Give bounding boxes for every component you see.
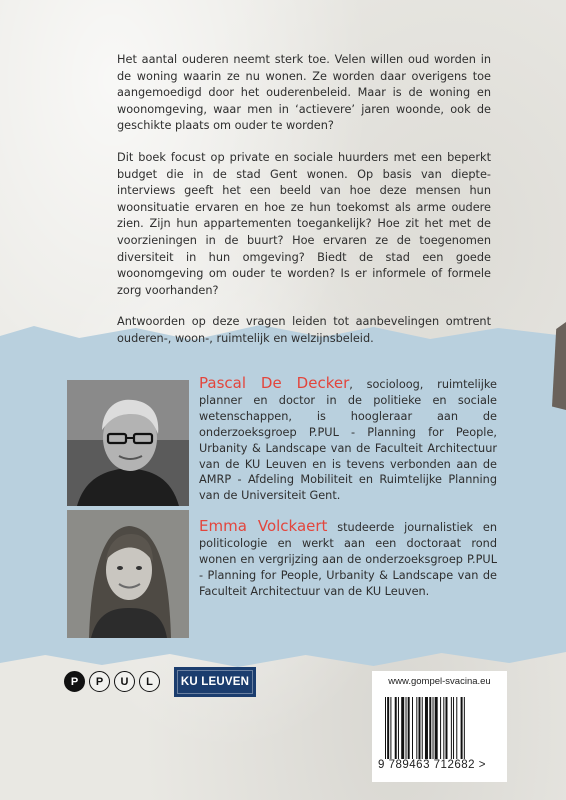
barcode-bar: [440, 697, 441, 759]
intro-paragraph-3: Antwoorden op deze vragen leiden tot aanbevelingen omtrent ouderen-, woon-, ruimtelijk en welzijnsbeleid.: [117, 315, 491, 345]
barcode-bar: [451, 697, 452, 759]
ppul-logo-letter: U: [114, 671, 135, 692]
barcode-bar: [433, 697, 434, 759]
barcode-bar: [406, 697, 407, 759]
author-photo-emma: [67, 510, 189, 638]
ppul-logo-letter: P: [64, 671, 85, 692]
barcode-bar: [461, 697, 463, 759]
barcode-bar: [425, 697, 428, 759]
ppul-logo-letter: P: [89, 671, 110, 692]
barcode-bar: [416, 697, 417, 759]
barcode-bar: [443, 697, 444, 759]
ku-leuven-logo: [174, 667, 256, 697]
barcode-bar: [395, 697, 397, 759]
intro-paragraph-1: Het aantal ouderen neemt sterk toe. Velen willen oud worden in de woning waarin ze nu wonen. Ze worden daar overigens toe aangemoedigd door het ouderenbeleid. Maar is de woning en woonomgeving, waar men in ‘actievere’ jaren woonde, ook de geschikte plaats om ouder te worden?: [117, 53, 491, 133]
intro-paragraph-2: Dit boek focust op private en sociale huurders met een beperkt budget die in de stad Gent wonen. Op basis van diepte-interviews geeft het een beeld van hoe deze mensen hun woonsituatie ervaren en hoe ze hun toekomst als arme oudere zien. Zijn hun appartementen toegankelijk? Hoe zit het met de voorzieningen in de buurt? Hoe ervaren ze de toegenomen diversiteit in hun omgeving? Biedt de stad een goede woonomgeving om ouder te worden? Is er informele of formele zorg voorhanden?: [117, 150, 491, 297]
barcode-bar: [385, 697, 386, 759]
barcode-bar: [390, 697, 391, 759]
ppul-logo: [64, 671, 160, 692]
barcode-bar: [412, 697, 413, 759]
barcode-bar: [418, 697, 420, 759]
publisher-website: www.gompel-svacina.eu: [388, 676, 491, 687]
author-bio-pascal: [199, 376, 497, 504]
ku-leuven-logo-text: KU LEUVEN: [180, 676, 250, 688]
barcode-bar: [456, 697, 457, 759]
barcode-bar: [422, 697, 423, 759]
isbn-number: 9 789463 712682 >: [378, 759, 486, 771]
barcode-area: [372, 671, 507, 782]
barcode-bar: [464, 697, 465, 759]
author-bio-text: studeerde journalistiek en politicologie en werkt aan een doctoraat rond wonen en vergrijzing aan de onderzoeksgroep P.PUL - Planning for People, Urbanity & Landscape van de Faculteit Architectuur van de KU Leuven.: [199, 521, 497, 598]
author-bio-text: , socioloog, ruimtelijke planner en doctor in de politieke en sociale wetenschappen, is hoogleraar aan de onderzoeksgroep P.PUL - Planning for People, Urbanity & Landscape van de Faculteit Architectuur van de KU Leuven en is tevens verbonden aan de AMRP - Afdeling Mobiliteit en Ruimtelijke Planning van de Universiteit Gent.: [199, 378, 498, 503]
barcode-bar: [429, 697, 431, 759]
author-photo-pascal: [67, 380, 189, 506]
ppul-logo-letter: L: [139, 671, 160, 692]
author-bio-emma: [199, 519, 497, 600]
barcode-bar: [445, 697, 447, 759]
barcode-bar: [401, 697, 404, 759]
barcode-bar: [435, 697, 438, 759]
author-name-pascal: Pascal De Decker: [199, 374, 350, 392]
barcode-bar: [387, 697, 389, 759]
barcode-bar: [398, 697, 399, 759]
author-name-emma: Emma Volckaert: [199, 517, 328, 535]
barcode-bar: [453, 697, 454, 759]
barcode-bar: [408, 697, 410, 759]
isbn-barcode: [385, 697, 497, 759]
intro-text: [117, 52, 491, 363]
